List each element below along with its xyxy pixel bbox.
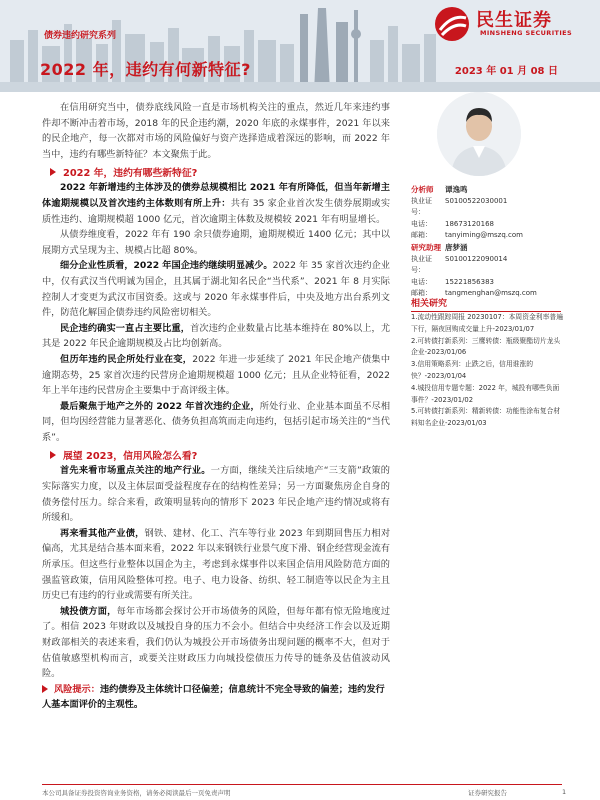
paragraph-text: 钢铁、建材、化工、汽车等行业 2023 年到期回售压力相对偏高，尤其是结合基本面来看，2022 年以来钢铁行业景气度下滑、钢企经营现金流有所承压。但这些行业整体以国企为主，考虑到永煤事件以来国企信用风险防范方面的强监管政策，信用风险整体可控。电子、电力设备、纺织、轻工制造等以民企为主且历史已有违约的行业或需要有所关注。 [42,527,391,602]
logo-text-cn: 民生证券 [476,10,552,31]
main-content [42,100,390,713]
analyst-info [411,184,561,300]
paragraph-lead: 最后聚焦于地产之外的 2022 年首次违约企业， [60,400,260,412]
paragraph-text: 2022 年进一步延续了 2021 年民企地产债集中逾期态势，25 家首次违约民营房企逾期规模超 1000 亿元；且从企业特征看，2022 年上半年违约民营房企主要集中于高评级主体。 [42,353,391,397]
section-title: 展望 2023，信用风险怎么看? [63,450,198,462]
section-arrow-icon [50,451,56,459]
paragraph-lead: 民企违约确实一直占主要比重， [60,322,191,334]
analyst-role: 分析师 [411,185,434,194]
analyst-phone-row [411,277,561,289]
paragraph [42,526,390,604]
paragraph-lead: 2022 年新增违约主体涉及的债券总规模相比 2021 年有所降低，但当年新增主体逾期规模以及首次违约主体数则有所上升： [42,182,390,209]
cert-label: 执业证号： [411,196,432,217]
email-link[interactable]: tangmenghan@mszq.com [445,289,537,298]
email-link[interactable]: tanyiming@mszq.com [445,231,523,240]
section-heading-1 [50,164,390,179]
related-research-heading: 相关研究 [411,296,561,312]
company-logo [432,4,592,44]
phone-value: 15221856383 [445,277,494,286]
header-banner [0,0,600,92]
paragraph [42,604,390,682]
related-item[interactable]: 5.可转债打新系列：精新转债：功能性涂布复合材料知名企业-2023/01/03 [411,407,561,428]
email-label: 邮箱： [411,289,432,298]
cert-value: S0100122090014 [445,254,508,263]
paragraph [42,180,390,227]
paragraph [42,399,390,446]
analyst-role-row [411,242,561,254]
analyst-name: 谭逸鸣 [445,185,468,194]
risk-text: 违约债券及主体统计口径偏差；信息统计不完全导致的偏差；违约发行人基本面评价的主观性。 [42,683,385,711]
analyst-name: 唐梦涵 [445,242,468,252]
analyst-photo [437,92,521,176]
cert-value: S0100522030001 [445,196,508,205]
paragraph-text: 首次违约企业数量占比基本维持在 80%以上，尤其是 2022 年民企逾期规模及占比均创新高。 [42,322,391,350]
section-heading-2 [50,447,390,462]
analyst-role: 研究助理 [411,242,441,252]
risk-warning [42,682,390,713]
paragraph-text: 每年市场都会探讨公开市场债务的风险，但每年都有惊无险地度过了。相信 2023 年财政以及城投自身的压力不会小。但结合中央经济工作会以及近期财政部相关的表述来看，我们仍认为城投公开市场债务出现问题的概率不大，但对于估值敏感型机构而言，或要关注财政压力向城投偿债压力传导的链条及估值波动风险。 [42,605,391,680]
analyst-role-row [411,184,561,196]
logo-text-en: MINSHENG SECURITIES [480,29,573,37]
section-arrow-icon [42,685,48,693]
analyst-cert-row [411,196,561,219]
phone-label: 电话： [411,277,432,286]
paragraph-lead: 但历年违约民企所处行业在变， [60,353,193,365]
paragraph-text: 2022 年 35 家首次违约企业中，仅有武汉当代明诚为国企，且其属于湖北知名民企“当代系”、2021 年 8 月实际控制人才变更为武汉市国资委。这或与 2020 年永煤事件后，中央及地方出台系列文件，防范化解国企债券违约风险密切相关。 [42,260,390,319]
section-arrow-icon [50,168,56,176]
related-research-list [411,312,563,430]
paragraph-lead: 城投债方面， [60,605,117,617]
minsheng-logo-icon [432,4,472,44]
paragraph [42,258,390,320]
email-label: 邮箱： [411,231,432,240]
cert-label: 执业证号： [411,254,432,275]
report-title: 2022 年，违约有何新特征? [40,60,251,79]
paragraph-text: 一方面，继续关注后续地产“三支箭”政策的实际落实力度，以及主体层面受益程度存在的结构性差异；另一方面聚焦房企自身的债务偿付压力。综合来看，政策明显转向的情形下 2023 年民企地产违约情况或将有所缓和。 [42,465,390,524]
page-number: 1 [562,788,567,796]
section-title: 2022 年，违约有哪些新特征? [63,167,198,179]
footer-report-type: 证券研究报告 [468,789,507,797]
report-series: 债券违约研究系列 [44,31,117,41]
paragraph-text: 共有 35 家企业首次发生债券展期或实质性违约、逾期规模超 1000 亿元，首次逾期主体数及规模较 2021 年有明显增长。 [42,197,391,225]
phone-value: 18673120168 [445,219,494,228]
analyst-email-row [411,230,561,242]
related-item[interactable]: 1.流动性跟踪周报 20230107：本周资金利率普遍下行，隔夜回购成交量上升-2023/01/07 [411,313,563,333]
related-item[interactable]: 2.可转债打新系列：三鹰转债：瓶级聚酯切片龙头企业-2023/01/06 [411,336,561,357]
phone-label: 电话： [411,219,432,228]
risk-label: 风险提示： [54,683,100,695]
paragraph: 从债券维度看，2022 年有 190 余只债券逾期，逾期规模近 1400 亿元；其中以展期方式呈现为主、规模占比超 80%。 [42,229,390,256]
paragraph [42,321,390,352]
paragraph [42,463,390,525]
related-item[interactable]: 3.信用策略系列：止跌之后，信用谁涨的快？-2023/01/04 [411,360,534,380]
paragraph-text: 所处行业、企业基本面虽不尽相同，但均因经营能力显著恶化、债务负担高筑而走向违约，包括引起市场关注的“当代系”。 [42,400,391,443]
report-date: 2023 年 01 月 08 日 [454,66,558,77]
paragraph-lead: 首先来看市场重点关注的地产行业。 [60,465,211,477]
paragraph-lead: 再来看其他产业债， [60,527,145,539]
footer-divider [42,784,562,785]
analyst-cert-row [411,254,561,277]
footer-disclaimer: 本公司具备证券投资咨询业务资格，请务必阅读最后一页免责声明 [42,789,231,797]
paragraph [42,352,390,399]
paragraph-lead: 细分企业性质看，2022 年国企违约继续明显减少。 [60,260,273,272]
intro-paragraph: 在信用研究当中，债券底线风险一直是市场机构关注的重点，然近几年来违约事件却不断冲击着市场，2018 年的民企违约潮，2020 年底的永煤事件，2021 年以来的民企地产，每一次都对市场的风险偏好与资产选择造成着深远的影响，而 2022 年当中，违约有哪些新特征？本文聚焦于此。 [42,102,390,160]
related-item[interactable]: 4.城投信用专题专题：2022 年，城投有哪些负面事件？-2023/01/02 [411,383,560,404]
analyst-phone-row [411,219,561,231]
